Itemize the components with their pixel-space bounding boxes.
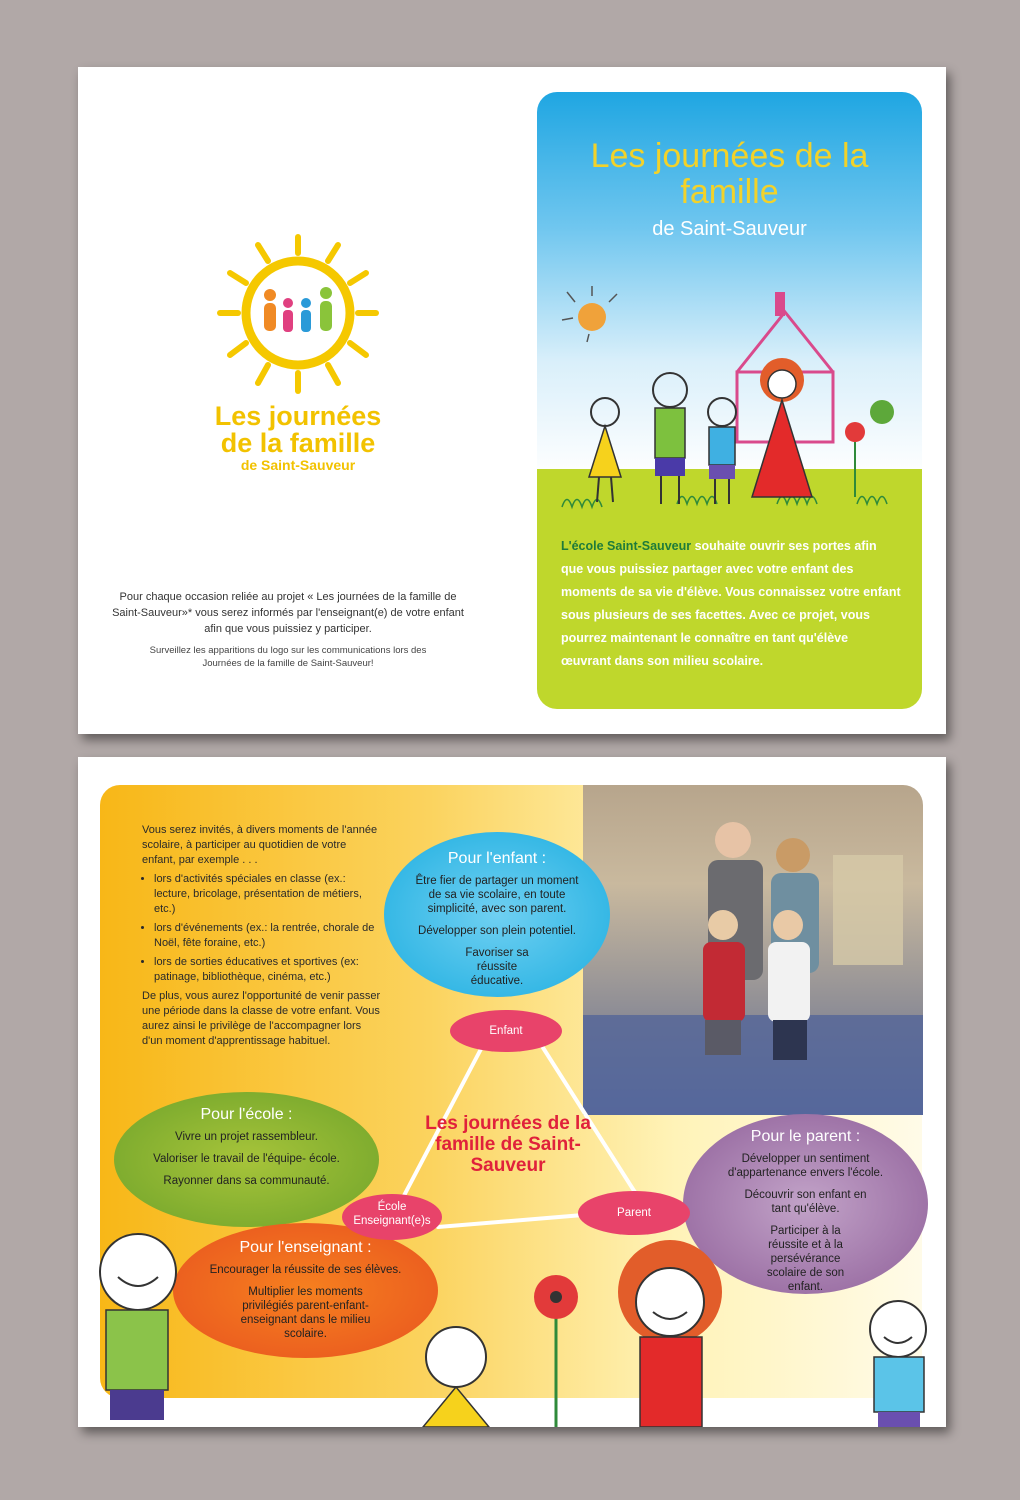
bubble-title: Pour le parent : xyxy=(750,1128,861,1145)
bubble-school xyxy=(114,1092,379,1227)
node-label: Enseignant(e)s xyxy=(353,1215,431,1227)
bubble-item: Participer à la réussite et à la persévérance scolaire de son enfant. xyxy=(766,1225,845,1293)
node-parent: Parent xyxy=(578,1191,690,1235)
bubble-item: Valoriser le travail de l'équipe- école. xyxy=(153,1153,340,1165)
info-note-small: Surveillez les apparitions du logo sur les communications lors des Journées de la famille de Saint-Sauveur! xyxy=(149,645,427,669)
node-child: Enfant xyxy=(450,1010,562,1052)
center-title: Les journées de la famille de Saint-Sauveur xyxy=(425,1113,591,1176)
cover-panel xyxy=(537,92,922,709)
cover-title: Les journées de la famille xyxy=(590,137,869,211)
bubble-item: Développer son plein potentiel. xyxy=(418,925,576,937)
bubble-teacher xyxy=(173,1223,438,1358)
bubble-item: Rayonner dans sa communauté. xyxy=(163,1175,330,1187)
intro-paragraph: Vous serez invités, à divers moments de l'année scolaire, à participer au quotidien de votre enfant, par exemple . . . xyxy=(142,824,378,866)
node-school-teachers xyxy=(342,1194,442,1240)
bubble-item: Favoriser sa réussite éducative. xyxy=(465,947,529,987)
list-item: • lors de sorties éducatives et sportives (ex: patinage, bibliothèque, cinéma, etc.) xyxy=(154,955,382,985)
logo-subtitle: de Saint-Sauveur xyxy=(240,457,356,473)
bubble-child xyxy=(384,832,610,997)
cover-subtitle: de Saint-Sauveur xyxy=(652,218,807,240)
outro-paragraph: De plus, vous aurez l'opportunité de venir passer une période dans la classe de votre enfant. Vous aurez ainsi le privilège de l'accompagner lors d'un moment d'apprentissage habituel. xyxy=(142,990,381,1047)
list-item: • lors d'événements (ex.: la rentrée, chorale de Noël, fête foraine, etc.) xyxy=(154,921,382,951)
bubble-item: Encourager la réussite de ses élèves. xyxy=(209,1264,402,1276)
brochure-cover-sheet xyxy=(78,67,946,734)
node-label: École xyxy=(377,1201,407,1213)
child-drawing-family-icon xyxy=(537,272,922,512)
cover-paragraph-body: souhaite ouvrir ses portes afin que vous puissiez partager avec votre enfant des moments de sa vie d'élève. Vous connaissez votre enfant sous plusieurs de ses facettes. Avec ce projet, vous pourrez maintenant le connaître en tant qu'élève œuvrant dans son milieu scolaire. xyxy=(561,539,901,668)
logo xyxy=(198,233,398,473)
bubble-item: Vivre un projet rassembleur. xyxy=(175,1131,318,1143)
bubble-parent xyxy=(683,1114,928,1294)
bubble-item: Être fier de partager un moment de sa vie scolaire, en toute simplicité, avec son parent. xyxy=(415,875,579,915)
school-name-highlight: L'école Saint-Sauveur xyxy=(561,539,692,553)
bubble-title: Pour l'enseignant : xyxy=(239,1239,372,1256)
bubble-item: Multiplier les moments privilégiés parent-enfant-enseignant dans le milieu scolaire. xyxy=(240,1286,371,1340)
info-note: Pour chaque occasion reliée au projet « Les journées de la famille de Saint-Sauveur»* vous serez informés par l'enseignant(e) de votre enfant afin que vous puissiez y participer. xyxy=(112,591,464,635)
cover-paragraph xyxy=(561,535,901,673)
bubble-item: Développer un sentiment d'appartenance envers l'école. xyxy=(727,1153,884,1179)
brochure-inside-sheet xyxy=(78,757,946,1427)
bubble-title: Pour l'enfant : xyxy=(447,850,547,867)
logo-title: Les journées de la famille xyxy=(214,401,382,458)
sun-family-logo-icon xyxy=(198,233,398,403)
bubble-title: Pour l'école : xyxy=(200,1106,293,1123)
bubble-item: Découvrir son enfant en tant qu'élève. xyxy=(744,1189,867,1215)
list-item: • lors d'activités spéciales en classe (ex.: lecture, bricolage, présentation de métiers, etc.) xyxy=(154,872,382,917)
